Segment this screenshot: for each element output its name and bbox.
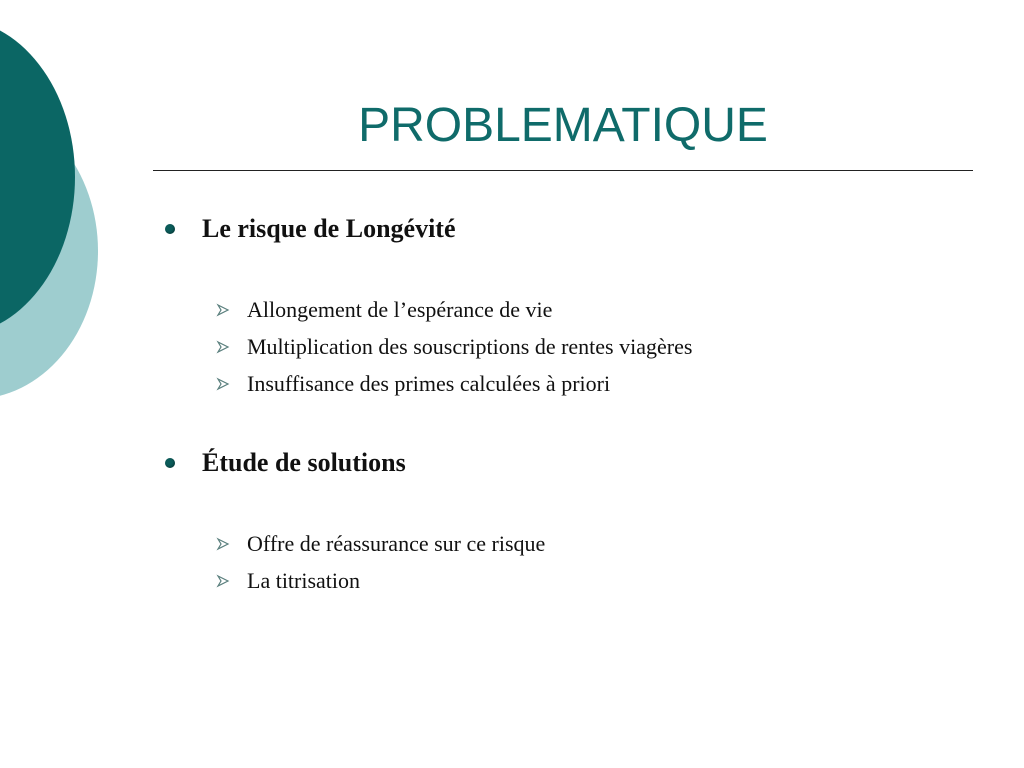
list-item-text: Insuffisance des primes calculées à priori xyxy=(247,371,611,396)
circle-bullet-icon xyxy=(165,224,175,234)
list-item-text: Allongement de l’espérance de vie xyxy=(247,297,553,322)
list-item xyxy=(216,371,610,397)
slide-title: PROBLEMATIQUE xyxy=(358,99,768,152)
circle-bullet-icon xyxy=(165,458,175,468)
list-item-text: Offre de réassurance sur ce risque xyxy=(247,531,546,556)
arrow-bullet-icon xyxy=(216,340,230,354)
section-heading-text: Le risque de Longévité xyxy=(202,214,456,243)
list-item xyxy=(216,568,360,594)
section-heading-text: Étude de solutions xyxy=(202,448,406,477)
list-item xyxy=(216,297,552,323)
section-heading-solutions xyxy=(165,448,406,478)
section-heading-longevity-risk xyxy=(165,214,456,244)
arrow-bullet-icon xyxy=(216,537,230,551)
arrow-bullet-icon xyxy=(216,303,230,317)
arrow-bullet-icon xyxy=(216,377,230,391)
arrow-bullet-icon xyxy=(216,574,230,588)
list-item xyxy=(216,334,692,360)
title-divider xyxy=(153,170,973,171)
list-item-text: Multiplication des souscriptions de rentes viagères xyxy=(247,334,693,359)
list-item xyxy=(216,531,545,557)
list-item-text: La titrisation xyxy=(247,568,361,593)
